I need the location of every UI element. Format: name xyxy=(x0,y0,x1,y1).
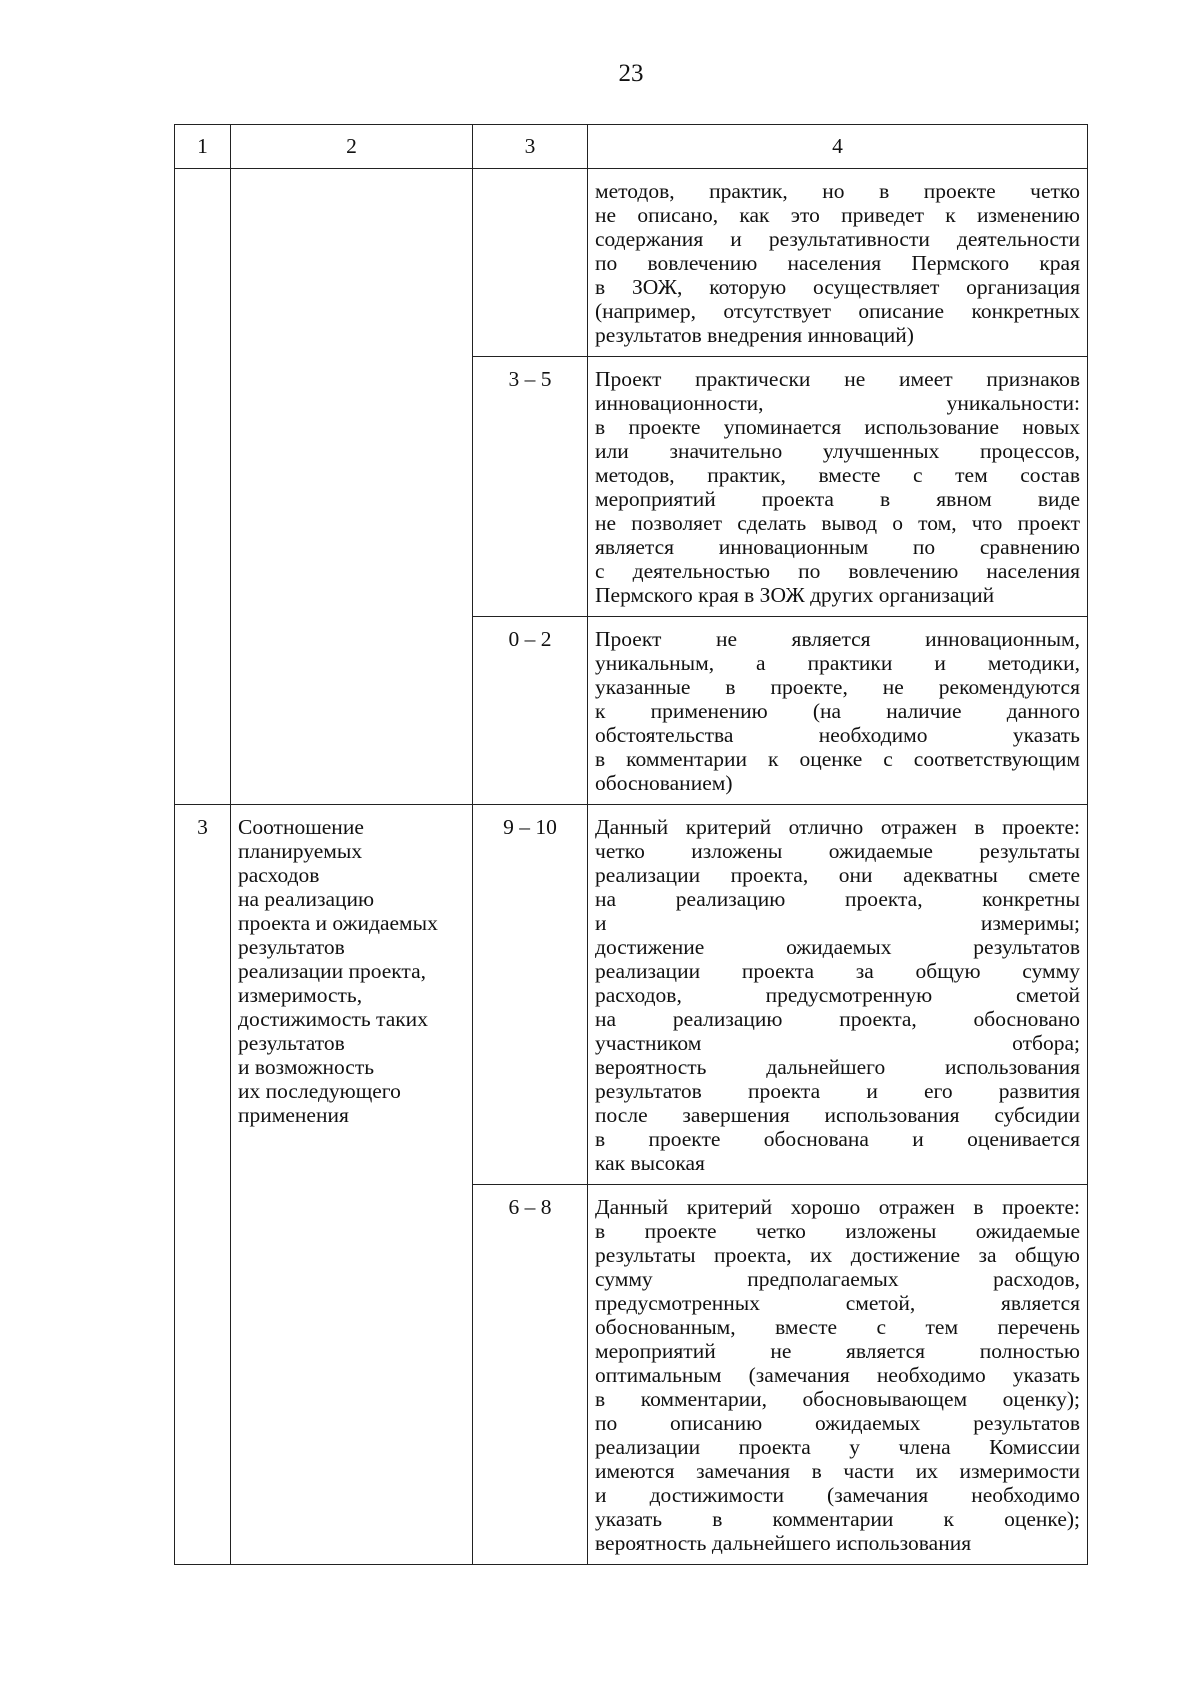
description-line: имеются замечания в части их измеримости xyxy=(595,1459,1080,1483)
description-line: сумму предполагаемых расходов, xyxy=(595,1267,1080,1291)
description-line: или значительно улучшенных процессов, xyxy=(595,439,1080,463)
description-line: достижение ожидаемых результатов xyxy=(595,935,1080,959)
description-line: методов, практик, вместе с тем состав xyxy=(595,463,1080,487)
criterion-name xyxy=(231,805,473,1565)
description-line: в комментарии к оценке с соответствующим xyxy=(595,747,1080,771)
criterion-name xyxy=(231,169,473,805)
score-description xyxy=(588,617,1088,805)
description-line: не описано, как это приведет к изменению xyxy=(595,203,1080,227)
description-line: как высокая xyxy=(595,1151,705,1175)
description-line: содержания и результативности деятельности xyxy=(595,227,1080,251)
description-line: методов, практик, но в проекте четко xyxy=(595,179,1080,203)
description-line: Данный критерий отлично отражен в проекте: xyxy=(595,815,1080,839)
description-line: реализации проекта, они адекватны смете xyxy=(595,863,1080,887)
description-line: на реализацию проекта, обосновано xyxy=(595,1007,1080,1031)
criterion-line: планируемых xyxy=(238,839,363,863)
header-col-1: 1 xyxy=(175,125,231,169)
score-range: 6 – 8 xyxy=(473,1185,588,1565)
description-line: результатов внедрения инноваций) xyxy=(595,323,914,347)
header-row xyxy=(175,125,1088,169)
description-line: Пермского края в ЗОЖ других организаций xyxy=(595,583,995,607)
header-col-3: 3 xyxy=(473,125,588,169)
description-line: мероприятий не является полностью xyxy=(595,1339,1080,1363)
description-line: мероприятий проекта в явном виде xyxy=(595,487,1080,511)
criterion-line: результатов xyxy=(238,1031,345,1055)
criterion-number xyxy=(175,169,231,805)
description-line: результаты проекта, их достижение за общую xyxy=(595,1243,1080,1267)
criterion-line: и возможность xyxy=(238,1055,375,1079)
description-line: указать в комментарии к оценке); xyxy=(595,1507,1080,1531)
criterion-line: измеримость, xyxy=(238,983,363,1007)
criterion-line: достижимость таких xyxy=(238,1007,428,1031)
criterion-line: применения xyxy=(238,1103,349,1127)
description-line: реализации проекта за общую сумму xyxy=(595,959,1080,983)
criterion-line: их последующего xyxy=(238,1079,401,1103)
description-line: реализации проекта у члена Комиссии xyxy=(595,1435,1080,1459)
description-line: с деятельностью по вовлечению населения xyxy=(595,559,1080,583)
score-range: 0 – 2 xyxy=(473,617,588,805)
description-line: обстоятельства необходимо указать xyxy=(595,723,1080,747)
description-line: вероятность дальнейшего использования xyxy=(595,1055,1080,1079)
description-line: Проект практически не имеет признаков xyxy=(595,367,1080,391)
description-line: обоснованным, вместе с тем перечень xyxy=(595,1315,1080,1339)
description-line: к применению (на наличие данного xyxy=(595,699,1080,723)
score-description xyxy=(588,357,1088,617)
description-line: в проекте четко изложены ожидаемые xyxy=(595,1219,1080,1243)
description-line: обоснованием) xyxy=(595,771,733,795)
criterion-line: расходов xyxy=(238,863,320,887)
header-col-4: 4 xyxy=(588,125,1088,169)
description-line: на реализацию проекта, конкретны xyxy=(595,887,1080,911)
description-line: в проекте упоминается использование новых xyxy=(595,415,1080,439)
criterion-line: Соотношение xyxy=(238,815,364,839)
score-range xyxy=(473,169,588,357)
description-line: в проекте обоснована и оценивается xyxy=(595,1127,1080,1151)
description-line: в ЗОЖ, которую осуществляет организация xyxy=(595,275,1080,299)
description-line: вероятность дальнейшего использования xyxy=(595,1531,972,1555)
description-line: по описанию ожидаемых результатов xyxy=(595,1411,1080,1435)
score-description xyxy=(588,1185,1088,1565)
description-line: после завершения использования субсидии xyxy=(595,1103,1080,1127)
description-line: участником отбора; xyxy=(595,1031,1080,1055)
description-line: четко изложены ожидаемые результаты xyxy=(595,839,1080,863)
description-line: предусмотренных сметой, является xyxy=(595,1291,1080,1315)
description-line: Проект не является инновационным, xyxy=(595,627,1080,651)
table-row xyxy=(175,805,1088,1185)
score-description xyxy=(588,805,1088,1185)
criteria-table xyxy=(174,124,1088,1565)
description-line: Данный критерий хорошо отражен в проекте: xyxy=(595,1195,1080,1219)
criterion-line: на реализацию xyxy=(238,887,375,911)
description-line: указанные в проекте, не рекомендуются xyxy=(595,675,1080,699)
criterion-line: реализации проекта, xyxy=(238,959,426,983)
header-col-2: 2 xyxy=(231,125,473,169)
description-line: и измеримы; xyxy=(595,911,1080,935)
description-line: и достижимости (замечания необходимо xyxy=(595,1483,1080,1507)
score-range: 9 – 10 xyxy=(473,805,588,1185)
criterion-line: проекта и ожидаемых xyxy=(238,911,438,935)
description-line: (например, отсутствует описание конкретных xyxy=(595,299,1080,323)
score-range: 3 – 5 xyxy=(473,357,588,617)
table-row xyxy=(175,169,1088,357)
page-number: 23 xyxy=(618,60,644,87)
criterion-line: результатов xyxy=(238,935,345,959)
description-line: является инновационным по сравнению xyxy=(595,535,1080,559)
description-line: результатов проекта и его развития xyxy=(595,1079,1080,1103)
criterion-number: 3 xyxy=(175,805,231,1565)
description-line: не позволяет сделать вывод о том, что проект xyxy=(595,511,1080,535)
description-line: по вовлечению населения Пермского края xyxy=(595,251,1080,275)
description-line: оптимальным (замечания необходимо указать xyxy=(595,1363,1080,1387)
description-line: в комментарии, обосновывающем оценку); xyxy=(595,1387,1080,1411)
description-line: уникальным, а практики и методики, xyxy=(595,651,1080,675)
description-line: инновационности, уникальности: xyxy=(595,391,1080,415)
description-line: расходов, предусмотренную сметой xyxy=(595,983,1080,1007)
score-description xyxy=(588,169,1088,357)
